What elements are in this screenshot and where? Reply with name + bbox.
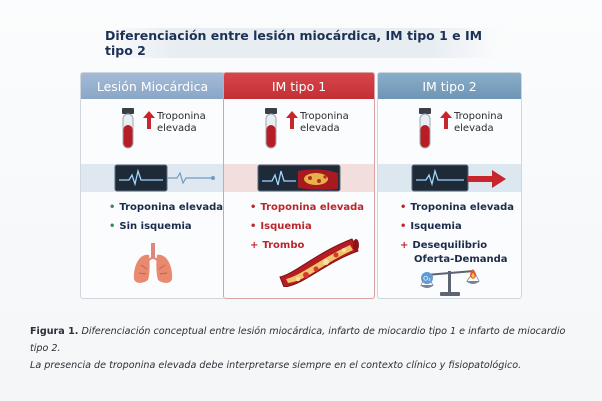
- ecg-monitor: [378, 161, 521, 195]
- list-item: + Desequilibrio Oferta-Demanda: [400, 240, 508, 265]
- arrow-up-icon: [286, 111, 298, 129]
- blood-tube-icon: [414, 107, 436, 151]
- list-item: • Sin isquemia: [109, 221, 192, 232]
- blood-tube-icon: [117, 107, 139, 151]
- figure-caption: Figura 1. Diferenciación conceptual entre lesión miocárdica, infarto de miocardio tipo 1 e infarto de miocardio tipo 2. La presencia de troponina elevada debe interpretarse siempre en el contexto clínico y fisiopatológico.: [30, 326, 566, 371]
- troponin-label: Troponina elevada: [300, 111, 349, 134]
- artery-thrombus-icon: [276, 233, 360, 287]
- oxygen-label: O₂: [423, 274, 431, 283]
- arrow-up-icon: [143, 111, 155, 129]
- bullet-list: [109, 201, 223, 239]
- panel-im-tipo-1: [223, 72, 375, 299]
- list-item: • Isquemia: [400, 221, 462, 232]
- lungs-icon: [131, 243, 175, 285]
- troponin-row: [378, 107, 521, 153]
- troponin-row: [224, 107, 374, 153]
- panel-header: IM tipo 1: [224, 73, 374, 99]
- figure-title: Diferenciación entre lesión miocárdica, IM tipo 1 e IM tipo 2: [105, 28, 500, 58]
- panel-lesion-miocardica: [80, 72, 225, 299]
- list-item: • Troponina elevada: [400, 202, 515, 213]
- list-item: • Troponina elevada: [109, 202, 224, 213]
- troponin-label: Troponina elevada: [157, 111, 206, 134]
- arrow-up-icon: [440, 111, 452, 129]
- troponin-label: Troponina elevada: [454, 111, 503, 134]
- ecg-monitor: [81, 161, 224, 195]
- balance-scale-icon: [418, 265, 482, 297]
- troponin-row: [81, 107, 224, 153]
- blood-tube-icon: [260, 107, 282, 151]
- list-item: • Isquemia: [250, 221, 312, 232]
- panel-header: IM tipo 2: [378, 73, 521, 99]
- list-item: • Troponina elevada: [250, 202, 365, 213]
- figure-label: Figura 1.: [30, 326, 79, 337]
- panel-im-tipo-2: [377, 72, 522, 299]
- panel-header: Lesión Miocárdica: [81, 73, 224, 99]
- bullet-list: [400, 201, 514, 267]
- ecg-monitor: [224, 161, 374, 195]
- list-item: + Trombo: [250, 240, 305, 251]
